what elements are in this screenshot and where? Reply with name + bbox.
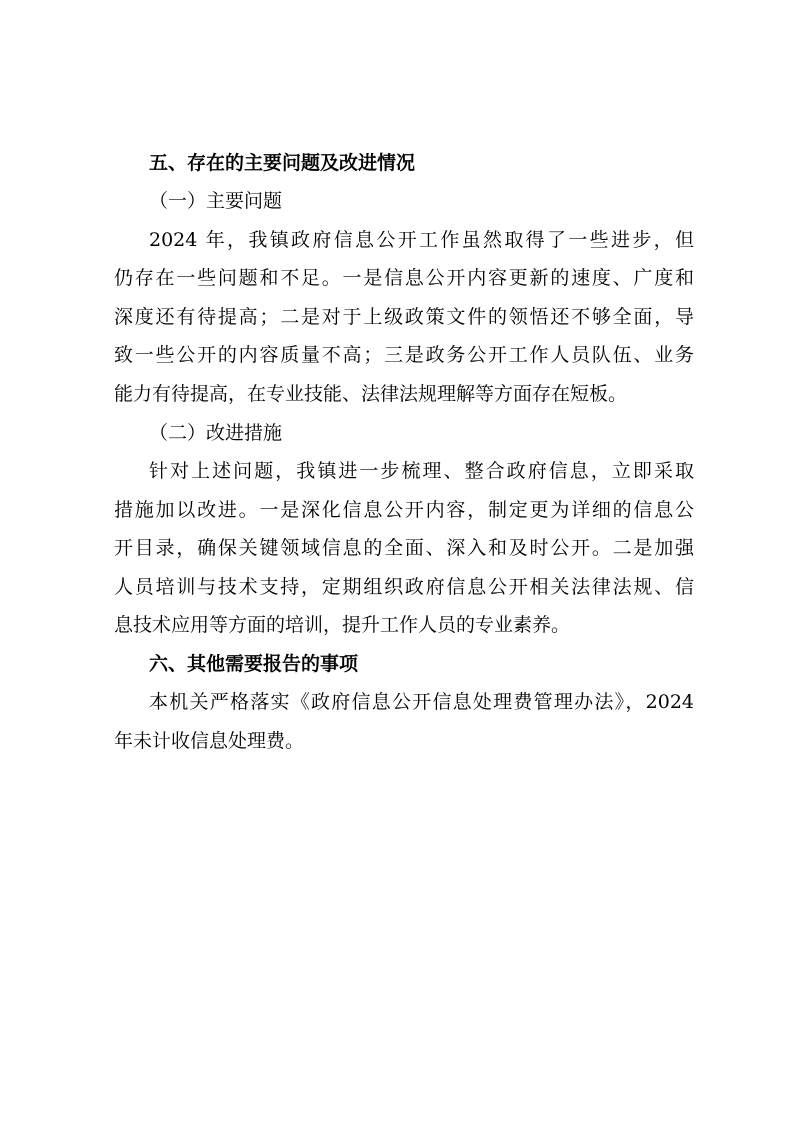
- paragraph-line: 深度还有待提高；二是对于上级政策文件的领悟还不够全面，导: [114, 306, 694, 328]
- paragraph-line: 仍存在一些问题和不足。一是信息公开内容更新的速度、广度和: [114, 267, 694, 289]
- section-5-heading: 五、存在的主要问题及改进情况: [149, 152, 416, 174]
- paragraph-line: 年未计收信息处理费。: [114, 730, 305, 752]
- paragraph-line: 息技术应用等方面的培训，提升工作人员的专业素养。: [114, 614, 571, 636]
- paragraph-line: 人员培训与技术支持，定期组织政府信息公开相关法律法规、信: [114, 576, 694, 598]
- paragraph-line: 针对上述问题，我镇进一步梳理、整合政府信息，立即采取: [149, 460, 694, 482]
- subsection-1-heading: （一）主要问题: [149, 190, 283, 212]
- paragraph-line: 致一些公开的内容质量不高；三是政务公开工作人员队伍、业务: [114, 344, 694, 366]
- paragraph-line: 开目录，确保关键领域信息的全面、深入和及时公开。二是加强: [114, 537, 694, 559]
- section-6-heading: 六、其他需要报告的事项: [149, 653, 359, 675]
- paragraph-line: 本机关严格落实《政府信息公开信息处理费管理办法》，2024: [149, 691, 694, 713]
- paragraph-line: 能力有待提高，在专业技能、法律法规理解等方面存在短板。: [114, 383, 628, 405]
- paragraph-line: 2024 年，我镇政府信息公开工作虽然取得了一些进步，但: [149, 229, 694, 251]
- subsection-2-heading: （二）改进措施: [149, 422, 283, 444]
- paragraph-line: 措施加以改进。一是深化信息公开内容，制定更为详细的信息公: [114, 499, 694, 521]
